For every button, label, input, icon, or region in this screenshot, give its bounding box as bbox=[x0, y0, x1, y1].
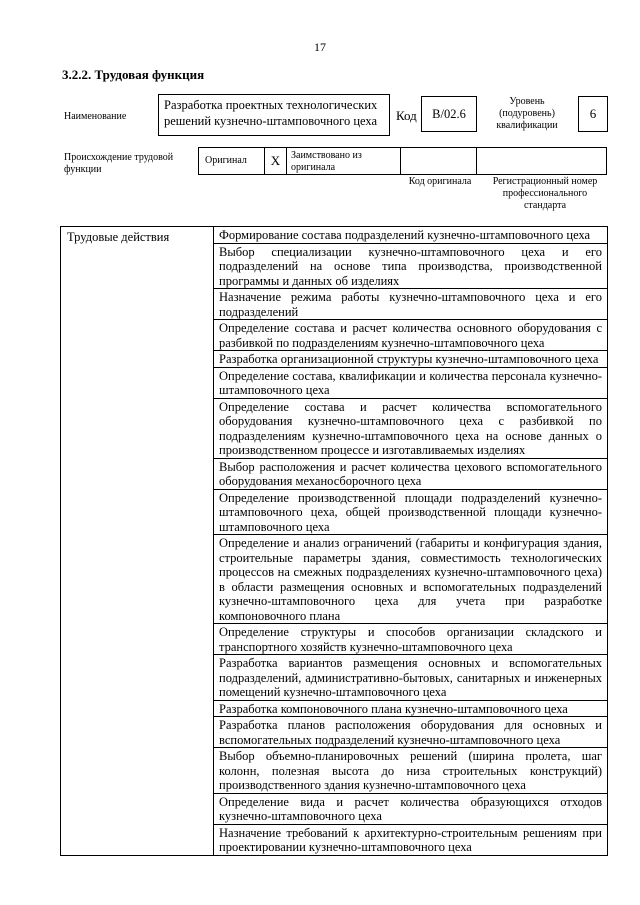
labor-action-item: Разработка вариантов размещения основных и вспомогательных подразделений, административно-бытовых, санитарных и инженерных помещений кузнечно-штамповочного цеха bbox=[214, 655, 608, 701]
labor-action-item: Формирование состава подразделений кузнечно-штамповочного цеха bbox=[214, 227, 608, 244]
name-label: Наименование bbox=[64, 111, 127, 122]
labor-actions-header: Трудовые действия bbox=[61, 227, 214, 856]
level-label: Уровень (подуровень) квалификации bbox=[496, 96, 558, 131]
labor-action-item: Определение и анализ ограничений (габариты и конфигурация здания, строительные параметры здания, совместимость технологических процессов на смежных подразделениях кузнечно-штамповочного цеха) в области размещения основных и вспомогательных подразделений кузнечно-штамповочного цеха для учета при разработке компоновочного плана bbox=[214, 535, 608, 624]
section-heading: 3.2.2. Трудовая функция bbox=[62, 67, 205, 82]
code-box: В/02.6 bbox=[421, 96, 477, 132]
borrowed-cell: Заимствовано из оригинала bbox=[287, 148, 401, 174]
origin-grid bbox=[198, 147, 607, 175]
labor-action-item: Разработка организационной структуры кузнечно-штамповочного цеха bbox=[214, 351, 608, 368]
labor-action-item: Определение состава и расчет количества вспомогательного оборудования кузнечно-штамповочного цеха с разбивкой по подразделениям кузнечно-штамповочного цеха на основе данных о производственном процессе и изготавливаемых изделиях bbox=[214, 398, 608, 458]
reg-number-cell bbox=[477, 148, 606, 174]
function-name-box: Разработка проектных технологических решений кузнечно-штамповочного цеха bbox=[158, 94, 390, 136]
page-number: 17 bbox=[314, 40, 326, 54]
labor-action-item: Разработка компоновочного плана кузнечно-штамповочного цеха bbox=[214, 700, 608, 717]
labor-action-item: Разработка планов расположения оборудования для основных и вспомогательных подразделений кузнечно-штамповочного цеха bbox=[214, 717, 608, 748]
labor-action-item: Назначение режима работы кузнечно-штамповочного цеха и его подразделений bbox=[214, 289, 608, 320]
original-mark: X bbox=[265, 148, 287, 174]
labor-actions-table bbox=[60, 226, 608, 856]
labor-action-item: Определение вида и расчет количества образующихся отходов кузнечно-штамповочного цеха bbox=[214, 793, 608, 824]
labor-action-item: Выбор расположения и расчет количества цехового вспомогательного оборудования механосборочного цеха bbox=[214, 458, 608, 489]
labor-actions-body bbox=[61, 227, 608, 856]
table-row bbox=[61, 227, 608, 244]
labor-action-item: Определение состава и расчет количества основного оборудования с разбивкой по подразделениям кузнечно-штамповочного цеха bbox=[214, 320, 608, 351]
labor-action-item: Определение производственной площади подразделений кузнечно-штамповочного цеха, общей производственной площади кузнечно-штамповочного цеха bbox=[214, 489, 608, 535]
level-box: 6 bbox=[578, 96, 608, 132]
original-code-cell bbox=[401, 148, 477, 174]
labor-action-item: Выбор специализации кузнечно-штамповочного цеха и его подразделений на основе типа производства, производственной программы и данных об изделиях bbox=[214, 243, 608, 289]
reg-number-label: Регистрационный номер профессионального стандарта bbox=[492, 176, 598, 211]
labor-action-item: Выбор объемно-планировочных решений (ширина пролета, шаг колонн, полезная высота до низа строительных конструкций) производственного здания кузнечно-штамповочного цеха bbox=[214, 748, 608, 794]
labor-action-item: Определение состава, квалификации и количества персонала кузнечно-штамповочного цеха bbox=[214, 367, 608, 398]
origin-label: Происхождение трудовой функции bbox=[64, 152, 174, 175]
labor-action-item: Определение структуры и способов организации складского и транспортного хозяйств кузнечно-штамповочного цеха bbox=[214, 624, 608, 655]
code-original-label: Код оригинала bbox=[408, 176, 472, 187]
labor-action-item: Назначение требований к архитектурно-строительным решениям при проектировании кузнечно-штамповочного цеха bbox=[214, 824, 608, 855]
original-cell: Оригинал bbox=[199, 148, 265, 174]
code-label: Код bbox=[396, 108, 417, 123]
